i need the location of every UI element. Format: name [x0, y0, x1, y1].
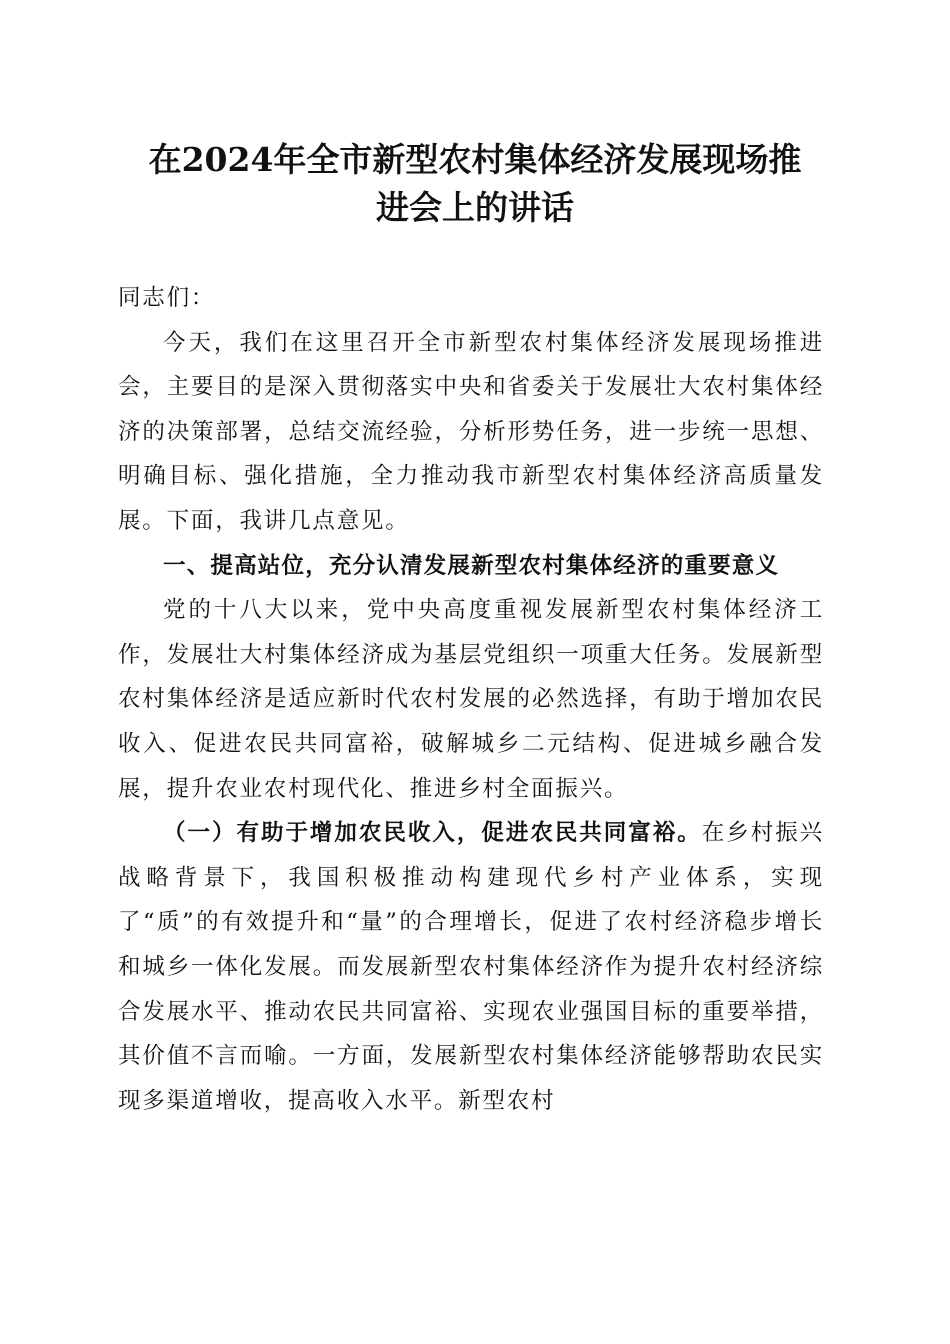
- title-line-2: 进会上的讲话: [376, 188, 574, 227]
- document-body: [118, 276, 824, 1123]
- intro-paragraph: 今天，我们在这里召开全市新型农村集体经济发展现场推进会，主要目的是深入贯彻落实中央和省委关于发展壮大农村集体经济的决策部署，总结交流经验，分析形势任务，进一步统一思想、明确目标、强化措施，全力推动我市新型农村集体经济高质量发展。下面，我讲几点意见。: [118, 329, 824, 534]
- section-1-paragraph: 党的十八大以来，党中央高度重视发展新型农村集体经济工作，发展壮大村集体经济成为基层党组织一项重大任务。发展新型农村集体经济是适应新时代农村发展的必然选择，有助于增加农民收入、促进农民共同富裕，破解城乡二元结构、促进城乡融合发展，提升农业农村现代化、推进乡村全面振兴。: [118, 597, 824, 802]
- subsection-1-paragraph: [118, 811, 824, 1123]
- subsection-1-heading: （一）有助于增加农民收入，促进农民共同富裕。: [163, 820, 702, 847]
- title-line-1: 在2024年全市新型农村集体经济发展现场推: [148, 140, 802, 179]
- subsection-1-text: 在乡村振兴战略背景下，我国积极推动构建现代乡村产业体系，实现了“质”的有效提升和“量”的合理增长，促进了农村经济稳步增长和城乡一体化发展。而发展新型农村集体经济作为提升农村经济综合发展水平、推动农民共同富裕、实现农业强国目标的重要举措，其价值不言而喻。一方面，发展新型农村集体经济能够帮助农民实现多渠道增收，提高收入水平。新型农村: [118, 820, 824, 1114]
- section-1-heading: 一、提高站位，充分认清发展新型农村集体经济的重要意义: [163, 552, 780, 579]
- salutation: 同志们：: [118, 285, 216, 311]
- document-title: [110, 136, 840, 232]
